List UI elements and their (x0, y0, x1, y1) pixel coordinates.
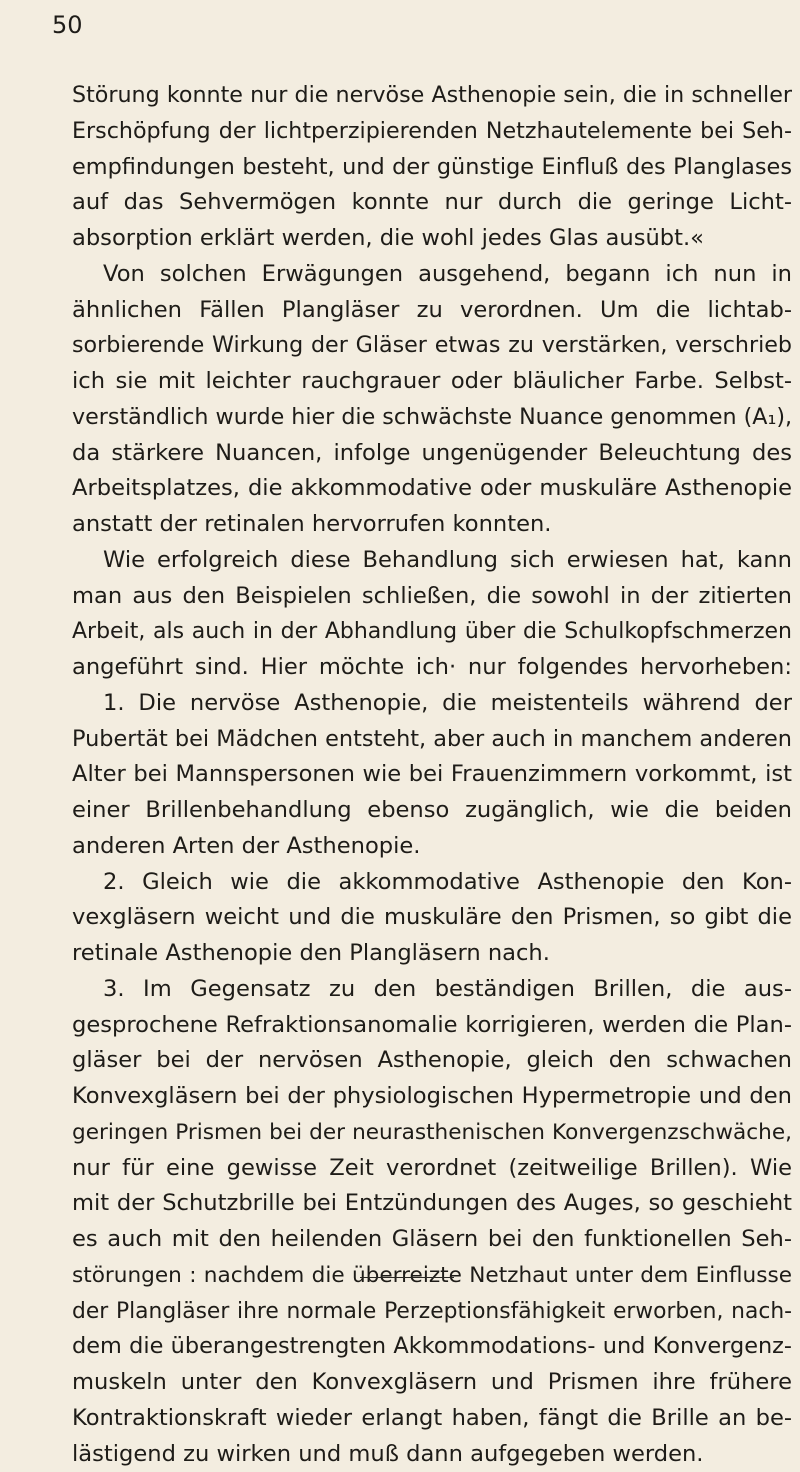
text-line: angeführt sind. Hier möchte ich· nur folgendes hervorheben: (72, 650, 792, 686)
text-line: Störung konnte nur die nervöse Asthenopie sein, die in schneller (72, 78, 792, 114)
text-line: einer Brillenbehandlung ebenso zugänglich, wie die beiden (72, 793, 792, 829)
text-line: gläser bei der nervösen Asthenopie, gleich den schwachen (72, 1043, 792, 1079)
text-line: 1. Die nervöse Asthenopie, die meistenteils während der (72, 686, 792, 722)
text-line: der Plangläser ihre normale Perzeptionsfähigkeit erworben, nach- (72, 1294, 792, 1330)
text-line: empfindungen besteht, und der günstige Einfluß des Planglases (72, 150, 792, 186)
text-line: es auch mit den heilenden Gläsern bei den funktionellen Seh- (72, 1222, 792, 1258)
text-line: ähnlichen Fällen Plangläser zu verordnen. Um die lichtab- (72, 293, 792, 329)
text-line: absorption erklärt werden, die wohl jedes Glas ausübt.« (72, 221, 792, 257)
text-line: lästigend zu wirken und muß dann aufgegeben werden. (72, 1437, 792, 1472)
text-line: gesprochene Refraktionsanomalie korrigieren, werden die Plan- (72, 1008, 792, 1044)
text-line: retinale Asthenopie den Plangläsern nach. (72, 936, 792, 972)
text-line: mit der Schutzbrille bei Entzündungen des Auges, so geschieht (72, 1186, 792, 1222)
text-line: da stärkere Nuancen, infolge ungenügender Beleuchtung des (72, 436, 792, 472)
text-line: Arbeitsplatzes, die akkommodative oder muskuläre Asthenopie (72, 471, 792, 507)
end-rule (360, 1277, 454, 1278)
text-line: geringen Prismen bei der neurasthenischen Konvergenzschwäche, (72, 1115, 792, 1151)
text-line: ich sie mit leichter rauchgrauer oder bläulicher Farbe. Selbst- (72, 364, 792, 400)
text-line: dem die überangestrengten Akkommodations- und Konvergenz- (72, 1329, 792, 1365)
text-line: Von solchen Erwägungen ausgehend, begann ich nun in (72, 257, 792, 293)
text-line: auf das Sehvermögen konnte nur durch die geringe Licht- (72, 185, 792, 221)
text-line: Alter bei Mannspersonen wie bei Frauenzimmern vorkommt, ist (72, 757, 792, 793)
text-line: vexgläsern weicht und die muskuläre den Prismen, so gibt die (72, 900, 792, 936)
text-line: 3. Im Gegensatz zu den beständigen Brillen, die aus- (72, 972, 792, 1008)
text-line: Arbeit, als auch in der Abhandlung über die Schulkopfschmerzen (72, 614, 792, 650)
text-line: anstatt der retinalen hervorrufen konnten. (72, 507, 792, 543)
page-number: 50 (52, 10, 83, 40)
text-line: man aus den Beispielen schließen, die sowohl in der zitierten (72, 579, 792, 615)
text-line: Kontraktionskraft wieder erlangt haben, fängt die Brille an be- (72, 1401, 792, 1437)
text-line: muskeln unter den Konvexgläsern und Prismen ihre frühere (72, 1365, 792, 1401)
body-text (72, 78, 792, 1472)
text-line: störungen : nachdem die überreizte Netzhaut unter dem Einflusse (72, 1258, 792, 1294)
text-line: sorbierende Wirkung der Gläser etwas zu verstärken, verschrieb (72, 328, 792, 364)
text-line: Wie erfolgreich diese Behandlung sich erwiesen hat, kann (72, 543, 792, 579)
text-line: anderen Arten der Asthenopie. (72, 829, 792, 865)
text-line: Pubertät bei Mädchen entsteht, aber auch in manchem anderen (72, 722, 792, 758)
text-line: 2. Gleich wie die akkommodative Asthenopie den Kon- (72, 865, 792, 901)
text-line: nur für eine gewisse Zeit verordnet (zeitweilige Brillen). Wie (72, 1151, 792, 1187)
text-line: Konvexgläsern bei der physiologischen Hypermetropie und den (72, 1079, 792, 1115)
text-line: Erschöpfung der lichtperzipierenden Netzhautelemente bei Seh- (72, 114, 792, 150)
text-line: verständlich wurde hier die schwächste Nuance genommen (A₁), (72, 400, 792, 436)
